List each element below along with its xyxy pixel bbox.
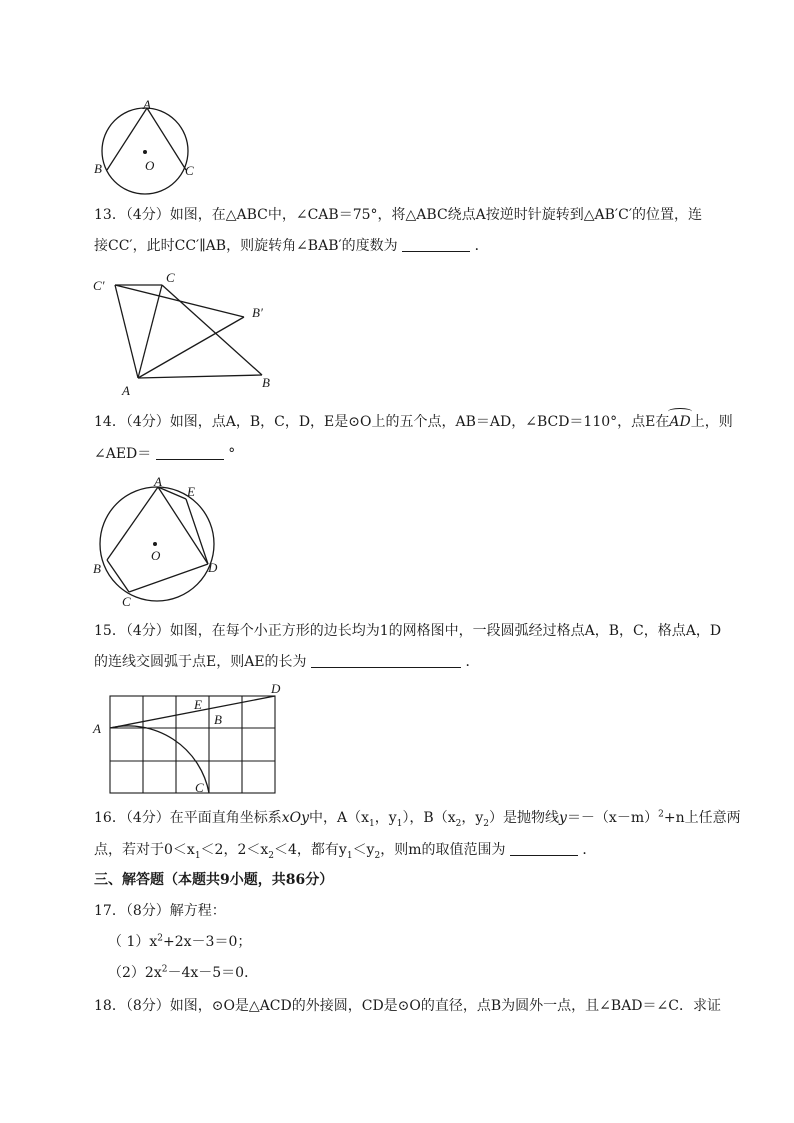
q16-answer-blank[interactable] [510,841,578,856]
q15-answer-blank[interactable] [311,653,461,668]
label-b: B [94,161,102,176]
label-b: B [93,561,101,576]
label-e: E [187,484,195,499]
figure-grid-arc [90,680,295,800]
q13-line-1: 13．（4分）如图，在△ABC中，∠CAB＝75°，将△ABC绕点A按逆时针旋转到△AB′C′的位置，连 [94,207,702,223]
q14-answer-blank[interactable] [156,445,224,460]
label-c: C [195,780,204,795]
figure-circle-abc [90,95,200,200]
section-3-heading: 三、解答题（本题共9小题，共86分） [94,872,334,888]
q17-eq-1: （ $1)x^2+2x-3=0$； [108,933,252,950]
label-b: B [214,712,222,727]
label-o: O [145,158,155,173]
label-a: A [143,97,151,112]
q16-line-2: 点，若对于$0<x_1<2$，$2<x_2<4$，都有$y_1<y_2$，则m的取值范围为 ． [94,842,597,861]
q14-line-2: ∠AED＝ ° [94,446,236,462]
label-d: D [271,681,281,696]
label-a: A [93,721,101,736]
label-o: O [151,548,161,563]
label-c: C [122,594,131,609]
arc-ad: AD [669,414,691,430]
q17-title: 17．（8分）解方程： [94,903,226,919]
label-c: C [185,163,194,178]
q15-line-1: 15．（4分）如图，在每个小正方形的边长均为1的网格图中，一段圆弧经过格点A，B，C，格点A，D [94,623,722,639]
q13-answer-blank[interactable] [402,237,470,252]
label-c-prime: C′ [93,278,105,293]
q14-line-1: 14．（4分）如图，点A，B，C，D，E是⊙O上的五个点，AB＝AD，∠BCD＝110°，点E在AD上，则 [94,414,733,430]
label-c: C [166,270,175,285]
q15-line-2: 的连线交圆弧于点E，则AE的长为 ． [94,654,480,670]
label-b-prime: B′ [252,305,263,320]
figure-rotated-triangle [90,268,290,398]
label-a: A [122,383,130,398]
q13-line-2: 接CC′，此时CC′∥AB，则旋转角∠BAB′的度数为 ． [94,238,489,254]
q16-line-1: 16．（4分）在平面直角坐标系xOy中，$A(x_1$，$y_1$），$B(x_2$，$y_2$）是抛物线$y=-(x-m)^2+n$上任意两 [94,809,741,829]
q18-line-1: 18．（8分）如图，⊙O是△ACD的外接圆，CD是⊙O的直径，点B为圆外一点，且∠BAD＝∠C．求证 [94,998,721,1014]
q17-eq-2: $(2)2x^2-4x-5=0$． [108,964,259,981]
label-b: B [262,375,270,390]
label-e: E [194,697,202,712]
figure-circle-abcde [90,472,230,612]
label-a: A [154,474,162,489]
label-d: D [208,560,218,575]
